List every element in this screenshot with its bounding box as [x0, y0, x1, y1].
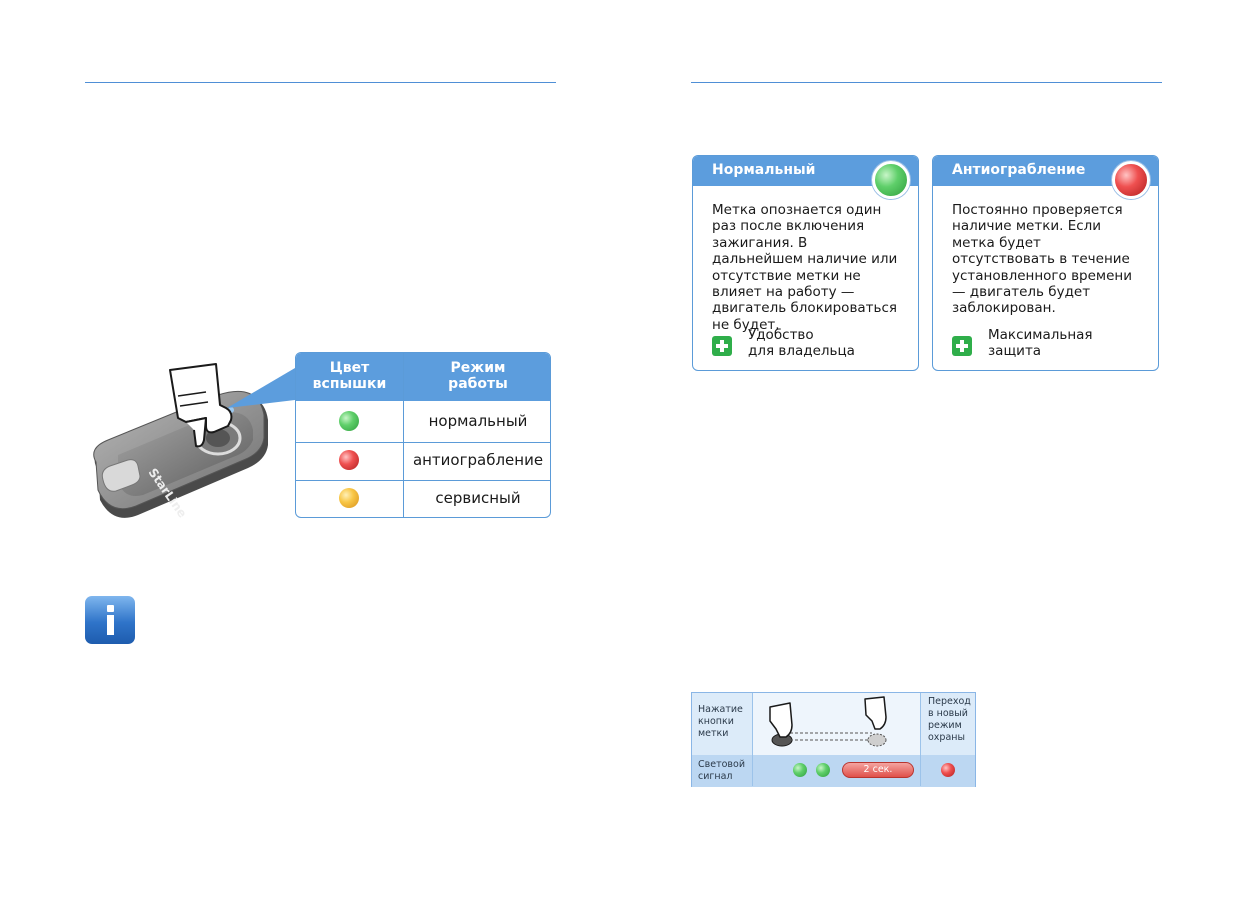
header-mode: Режим работы: [448, 360, 508, 392]
green-indicator: [339, 411, 359, 431]
amber-indicator: [339, 488, 359, 508]
mode-service: сервисный: [435, 489, 521, 507]
press-hold-hands: [762, 693, 892, 755]
mode-normal: нормальный: [428, 412, 528, 430]
plus-icon: [712, 336, 732, 356]
green-flash-1: [793, 763, 807, 777]
row-line: [296, 480, 550, 481]
table-header: [296, 353, 550, 401]
card-normal-mode: [692, 155, 919, 371]
red-indicator: [339, 450, 359, 470]
card-title: Нормальный: [712, 162, 816, 178]
label-button-press: Нажатие кнопки метки: [698, 704, 743, 739]
mode-switch-timing-diagram: [691, 692, 976, 787]
label-light-signal: Световой сигнал: [698, 759, 746, 782]
header-flash-color: Цвет вспышки: [312, 360, 387, 392]
green-flash-2: [816, 763, 830, 777]
card-description: Постоянно проверяется наличие метки. Если метка будет отсутствовать в течение установленного времени — двигатель будет заблокирован.: [952, 202, 1133, 317]
fob-brand-logo: StarLine: [145, 465, 190, 521]
card-description: Метка опознается один раз после включения зажигания. В дальнейшем наличие или отсутствие метки не влияет на работу — двигатель блокироваться не будет.: [712, 202, 898, 333]
green-badge-icon: [872, 161, 910, 199]
flash-color-mode-table: [295, 352, 551, 518]
card-advantage: Удобство для владельца: [748, 327, 855, 360]
right-page-top-rule: [691, 82, 1162, 83]
mode-anti-robbery: антиограбление: [412, 451, 544, 469]
label-new-mode: Переход в новый режим охраны: [928, 696, 971, 743]
red-flash: [941, 763, 955, 777]
callout-wedge: [225, 360, 297, 420]
card-advantage: Максимальная защита: [988, 327, 1093, 360]
duration-pill: 2 сек.: [842, 762, 914, 778]
card-title: Антиограбление: [952, 162, 1086, 178]
row-line: [296, 442, 550, 443]
info-icon: [85, 596, 135, 644]
card-anti-robbery-mode: [932, 155, 1159, 371]
plus-icon: [952, 336, 972, 356]
red-badge-icon: [1112, 161, 1150, 199]
left-page-top-rule: [85, 82, 556, 83]
